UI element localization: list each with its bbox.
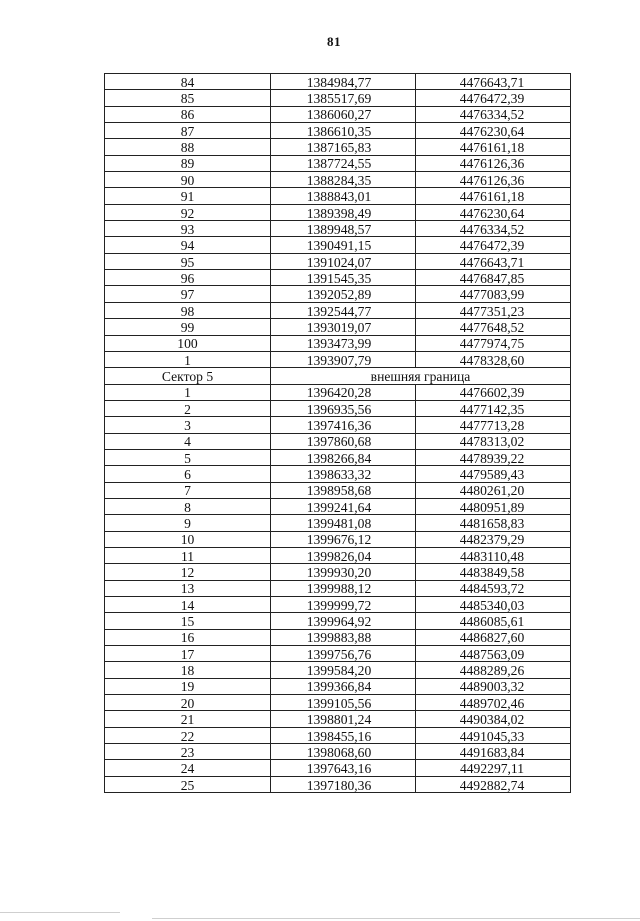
- x-coordinate: 1398801,24: [271, 711, 416, 727]
- x-coordinate: 1397860,68: [271, 433, 416, 449]
- point-number: 8: [105, 498, 271, 514]
- table-row: [105, 547, 571, 563]
- point-number: 98: [105, 302, 271, 318]
- y-coordinate: 4476472,39: [416, 90, 571, 106]
- table-row: [105, 515, 571, 531]
- x-coordinate: 1387165,83: [271, 139, 416, 155]
- table-row: [105, 253, 571, 269]
- point-number: 21: [105, 711, 271, 727]
- y-coordinate: 4476643,71: [416, 253, 571, 269]
- point-number: 7: [105, 482, 271, 498]
- coordinates-table-sector-rows: [105, 384, 571, 793]
- point-number: 3: [105, 417, 271, 433]
- table-row: [105, 286, 571, 302]
- point-number: 84: [105, 74, 271, 90]
- table-row: [105, 302, 571, 318]
- scan-edge-mark: [152, 918, 640, 919]
- y-coordinate: 4483849,58: [416, 564, 571, 580]
- table-row: [105, 155, 571, 171]
- x-coordinate: 1390491,15: [271, 237, 416, 253]
- x-coordinate: 1398455,16: [271, 727, 416, 743]
- y-coordinate: 4485340,03: [416, 597, 571, 613]
- point-number: 88: [105, 139, 271, 155]
- x-coordinate: 1397643,16: [271, 760, 416, 776]
- point-number: 86: [105, 106, 271, 122]
- x-coordinate: 1396420,28: [271, 384, 416, 400]
- x-coordinate: 1397416,36: [271, 417, 416, 433]
- table-row: [105, 106, 571, 122]
- table-row: [105, 613, 571, 629]
- point-number: 92: [105, 204, 271, 220]
- point-number: 13: [105, 580, 271, 596]
- x-coordinate: 1389948,57: [271, 221, 416, 237]
- table-row: [105, 139, 571, 155]
- point-number: 14: [105, 597, 271, 613]
- x-coordinate: 1399676,12: [271, 531, 416, 547]
- point-number: 9: [105, 515, 271, 531]
- y-coordinate: 4477351,23: [416, 302, 571, 318]
- x-coordinate: 1385517,69: [271, 90, 416, 106]
- scan-edge-mark: [0, 912, 120, 913]
- coordinates-table-top-rows: [105, 74, 571, 368]
- table-row: [105, 678, 571, 694]
- x-coordinate: 1399584,20: [271, 662, 416, 678]
- x-coordinate: 1389398,49: [271, 204, 416, 220]
- y-coordinate: 4492297,11: [416, 760, 571, 776]
- y-coordinate: 4478313,02: [416, 433, 571, 449]
- table-row: [105, 466, 571, 482]
- point-number: 16: [105, 629, 271, 645]
- y-coordinate: 4481658,83: [416, 515, 571, 531]
- table-row: [105, 90, 571, 106]
- table-row: [105, 776, 571, 792]
- point-number: 1: [105, 351, 271, 367]
- x-coordinate: 1392052,89: [271, 286, 416, 302]
- point-number: 87: [105, 123, 271, 139]
- x-coordinate: 1384984,77: [271, 74, 416, 90]
- x-coordinate: 1386060,27: [271, 106, 416, 122]
- table-row: [105, 384, 571, 400]
- y-coordinate: 4491683,84: [416, 744, 571, 760]
- x-coordinate: 1399105,56: [271, 695, 416, 711]
- x-coordinate: 1399826,04: [271, 547, 416, 563]
- y-coordinate: 4482379,29: [416, 531, 571, 547]
- table-row: [105, 695, 571, 711]
- point-number: 11: [105, 547, 271, 563]
- y-coordinate: 4488289,26: [416, 662, 571, 678]
- table-row: [105, 564, 571, 580]
- y-coordinate: 4479589,43: [416, 466, 571, 482]
- table-row: [105, 662, 571, 678]
- point-number: 1: [105, 384, 271, 400]
- x-coordinate: 1399241,64: [271, 498, 416, 514]
- table-row: [105, 433, 571, 449]
- point-number: 15: [105, 613, 271, 629]
- y-coordinate: 4487563,09: [416, 646, 571, 662]
- y-coordinate: 4476230,64: [416, 123, 571, 139]
- y-coordinate: 4476126,36: [416, 155, 571, 171]
- point-number: 94: [105, 237, 271, 253]
- table-row: [105, 449, 571, 465]
- table-row: [105, 711, 571, 727]
- table-row: [105, 335, 571, 351]
- x-coordinate: 1399883,88: [271, 629, 416, 645]
- x-coordinate: 1388843,01: [271, 188, 416, 204]
- boundary-label: внешняя граница: [271, 368, 571, 384]
- y-coordinate: 4476334,52: [416, 221, 571, 237]
- y-coordinate: 4484593,72: [416, 580, 571, 596]
- x-coordinate: 1398633,32: [271, 466, 416, 482]
- x-coordinate: 1397180,36: [271, 776, 416, 792]
- table-row: [105, 597, 571, 613]
- table-row: [105, 580, 571, 596]
- point-number: 24: [105, 760, 271, 776]
- point-number: 93: [105, 221, 271, 237]
- x-coordinate: 1392544,77: [271, 302, 416, 318]
- point-number: 4: [105, 433, 271, 449]
- point-number: 25: [105, 776, 271, 792]
- point-number: 5: [105, 449, 271, 465]
- y-coordinate: 4483110,48: [416, 547, 571, 563]
- y-coordinate: 4486827,60: [416, 629, 571, 645]
- point-number: 97: [105, 286, 271, 302]
- table-row: [105, 760, 571, 776]
- y-coordinate: 4489003,32: [416, 678, 571, 694]
- y-coordinate: 4476847,85: [416, 270, 571, 286]
- point-number: 89: [105, 155, 271, 171]
- point-number: 96: [105, 270, 271, 286]
- y-coordinate: 4476161,18: [416, 139, 571, 155]
- y-coordinate: 4477142,35: [416, 400, 571, 416]
- x-coordinate: 1393019,07: [271, 319, 416, 335]
- point-number: 99: [105, 319, 271, 335]
- y-coordinate: 4476126,36: [416, 172, 571, 188]
- x-coordinate: 1386610,35: [271, 123, 416, 139]
- table-row: [105, 74, 571, 90]
- table-row: [105, 123, 571, 139]
- y-coordinate: 4480951,89: [416, 498, 571, 514]
- y-coordinate: 4477648,52: [416, 319, 571, 335]
- y-coordinate: 4490384,02: [416, 711, 571, 727]
- point-number: 6: [105, 466, 271, 482]
- point-number: 23: [105, 744, 271, 760]
- table-row: [105, 629, 571, 645]
- y-coordinate: 4492882,74: [416, 776, 571, 792]
- table-row: [105, 531, 571, 547]
- x-coordinate: 1399756,76: [271, 646, 416, 662]
- table-row: [105, 188, 571, 204]
- y-coordinate: 4489702,46: [416, 695, 571, 711]
- table-row: [105, 237, 571, 253]
- x-coordinate: 1393473,99: [271, 335, 416, 351]
- x-coordinate: 1399366,84: [271, 678, 416, 694]
- point-number: 19: [105, 678, 271, 694]
- y-coordinate: 4476602,39: [416, 384, 571, 400]
- table-row: [105, 727, 571, 743]
- x-coordinate: 1399999,72: [271, 597, 416, 613]
- table-row: [105, 744, 571, 760]
- x-coordinate: 1399964,92: [271, 613, 416, 629]
- point-number: 90: [105, 172, 271, 188]
- point-number: 95: [105, 253, 271, 269]
- x-coordinate: 1398266,84: [271, 449, 416, 465]
- y-coordinate: 4476643,71: [416, 74, 571, 90]
- y-coordinate: 4477974,75: [416, 335, 571, 351]
- y-coordinate: 4477713,28: [416, 417, 571, 433]
- sector-label: Сектор 5: [105, 368, 271, 384]
- point-number: 85: [105, 90, 271, 106]
- sector-header-row: [105, 368, 571, 384]
- table-row: [105, 498, 571, 514]
- x-coordinate: 1388284,35: [271, 172, 416, 188]
- x-coordinate: 1399988,12: [271, 580, 416, 596]
- point-number: 18: [105, 662, 271, 678]
- x-coordinate: 1399481,08: [271, 515, 416, 531]
- coordinates-table: [104, 73, 571, 793]
- y-coordinate: 4476334,52: [416, 106, 571, 122]
- table-row: [105, 482, 571, 498]
- table-row: [105, 417, 571, 433]
- table-row: [105, 351, 571, 367]
- point-number: 22: [105, 727, 271, 743]
- y-coordinate: 4476161,18: [416, 188, 571, 204]
- page-number: 81: [327, 34, 341, 49]
- y-coordinate: 4486085,61: [416, 613, 571, 629]
- point-number: 17: [105, 646, 271, 662]
- point-number: 12: [105, 564, 271, 580]
- x-coordinate: 1399930,20: [271, 564, 416, 580]
- table-row: [105, 270, 571, 286]
- x-coordinate: 1391545,35: [271, 270, 416, 286]
- point-number: 100: [105, 335, 271, 351]
- x-coordinate: 1398958,68: [271, 482, 416, 498]
- y-coordinate: 4491045,33: [416, 727, 571, 743]
- x-coordinate: 1396935,56: [271, 400, 416, 416]
- point-number: 2: [105, 400, 271, 416]
- table-row: [105, 319, 571, 335]
- y-coordinate: 4477083,99: [416, 286, 571, 302]
- x-coordinate: 1398068,60: [271, 744, 416, 760]
- x-coordinate: 1387724,55: [271, 155, 416, 171]
- x-coordinate: 1391024,07: [271, 253, 416, 269]
- section-header: [105, 368, 571, 384]
- y-coordinate: 4480261,20: [416, 482, 571, 498]
- y-coordinate: 4476472,39: [416, 237, 571, 253]
- point-number: 20: [105, 695, 271, 711]
- x-coordinate: 1393907,79: [271, 351, 416, 367]
- point-number: 10: [105, 531, 271, 547]
- table-row: [105, 204, 571, 220]
- y-coordinate: 4478328,60: [416, 351, 571, 367]
- y-coordinate: 4478939,22: [416, 449, 571, 465]
- table-row: [105, 400, 571, 416]
- table-row: [105, 221, 571, 237]
- y-coordinate: 4476230,64: [416, 204, 571, 220]
- point-number: 91: [105, 188, 271, 204]
- table-row: [105, 646, 571, 662]
- table-row: [105, 172, 571, 188]
